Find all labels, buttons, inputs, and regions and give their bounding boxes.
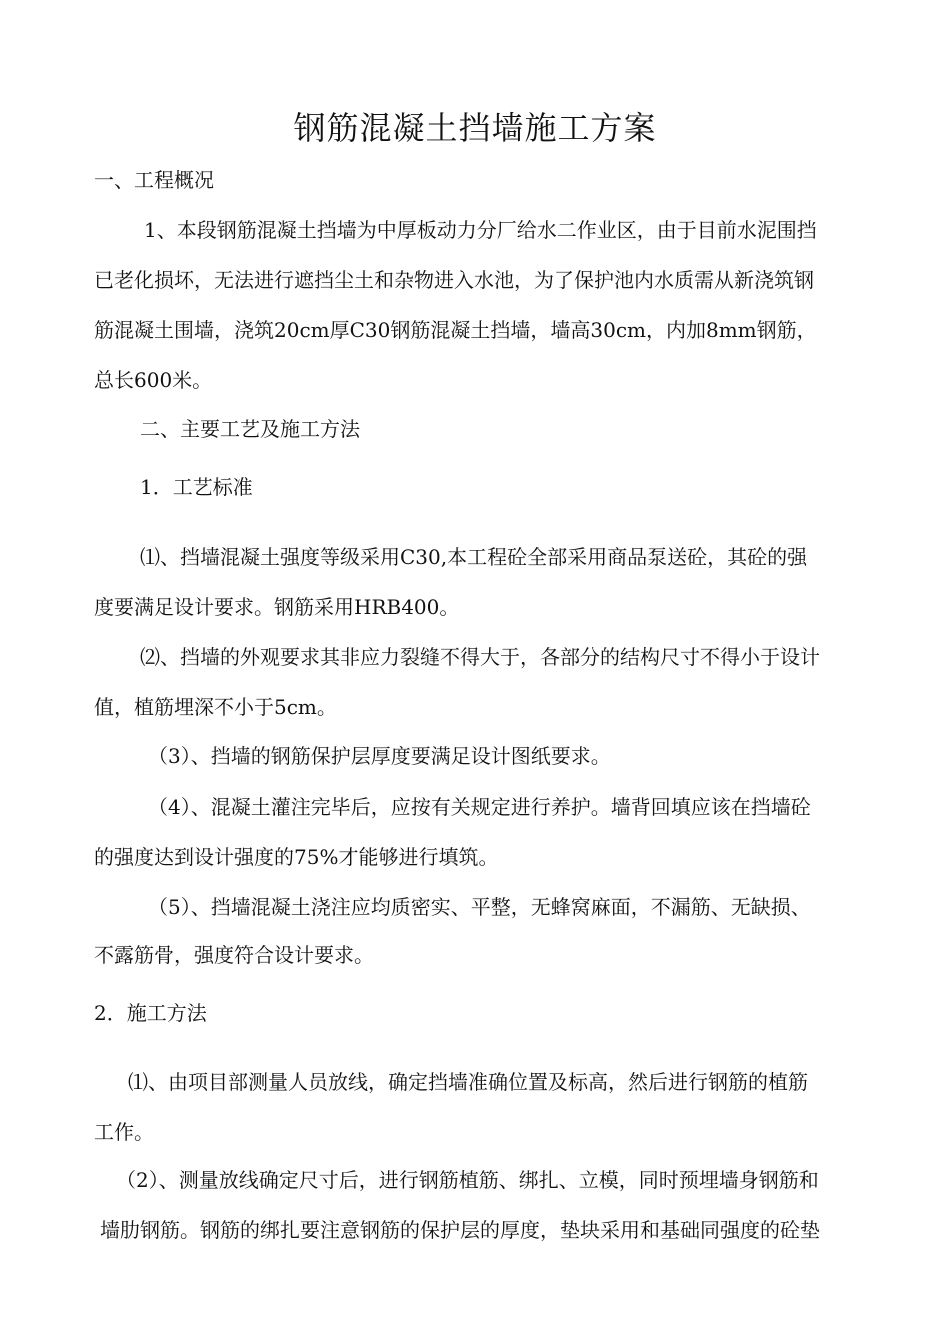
paragraph-line: 总长600米。 (94, 368, 213, 392)
list-item-line: ⑴、挡墙混凝土强度等级采用C30,本工程砼全部采用商品泵送砼，其砼的强 (140, 545, 808, 569)
list-item-line: （3）、挡墙的钢筋保护层厚度要满足设计图纸要求。 (148, 744, 611, 768)
list-item-line: 墙肋钢筋。钢筋的绑扎要注意钢筋的保护层的厚度，垫块采用和基础同强度的砼垫 (100, 1218, 820, 1242)
document-title: 钢筋混凝土挡墙施工方案 (293, 109, 657, 147)
paragraph-line: 筋混凝土围墙，浇筑20cm厚C30钢筋混凝土挡墙，墙高30cm，内加8mm钢筋， (94, 318, 817, 342)
list-item-line: （4）、混凝土灌注完毕后，应按有关规定进行养护。墙背回填应该在挡墙砼 (148, 795, 811, 819)
list-item-line: 值，植筋埋深不小于5cm。 (94, 695, 337, 719)
section-heading-process: 二、主要工艺及施工方法 (140, 417, 360, 441)
section-heading-overview: 一、工程概况 (94, 168, 214, 192)
list-item-line: （2）、测量放线确定尺寸后，进行钢筋植筋、绑扎、立模，同时预埋墙身钢筋和 (116, 1168, 819, 1192)
list-item-line: 度要满足设计要求。钢筋采用HRB400。 (94, 595, 460, 619)
subsection-heading-methods: 2．施工方法 (94, 1001, 207, 1025)
paragraph-line: 1、本段钢筋混凝土挡墙为中厚板动力分厂给水二作业区，由于目前水泥围挡 (144, 218, 817, 242)
paragraph-line: 已老化损坏，无法进行遮挡尘土和杂物进入水池，为了保护池内水质需从新浇筑钢 (94, 268, 814, 292)
subsection-heading-standards: 1．工艺标准 (140, 475, 253, 499)
list-item-line: （5）、挡墙混凝土浇注应均质密实、平整，无蜂窝麻面，不漏筋、无缺损、 (148, 895, 811, 919)
list-item-line: 的强度达到设计强度的75%才能够进行填筑。 (94, 845, 499, 869)
list-item-line: ⑴、由项目部测量人员放线，确定挡墙准确位置及标高，然后进行钢筋的植筋 (128, 1070, 808, 1094)
list-item-line: ⑵、挡墙的外观要求其非应力裂缝不得大于，各部分的结构尺寸不得小于设计 (140, 645, 820, 669)
list-item-line: 不露筋骨，强度符合设计要求。 (94, 943, 374, 967)
list-item-line: 工作。 (94, 1120, 154, 1144)
